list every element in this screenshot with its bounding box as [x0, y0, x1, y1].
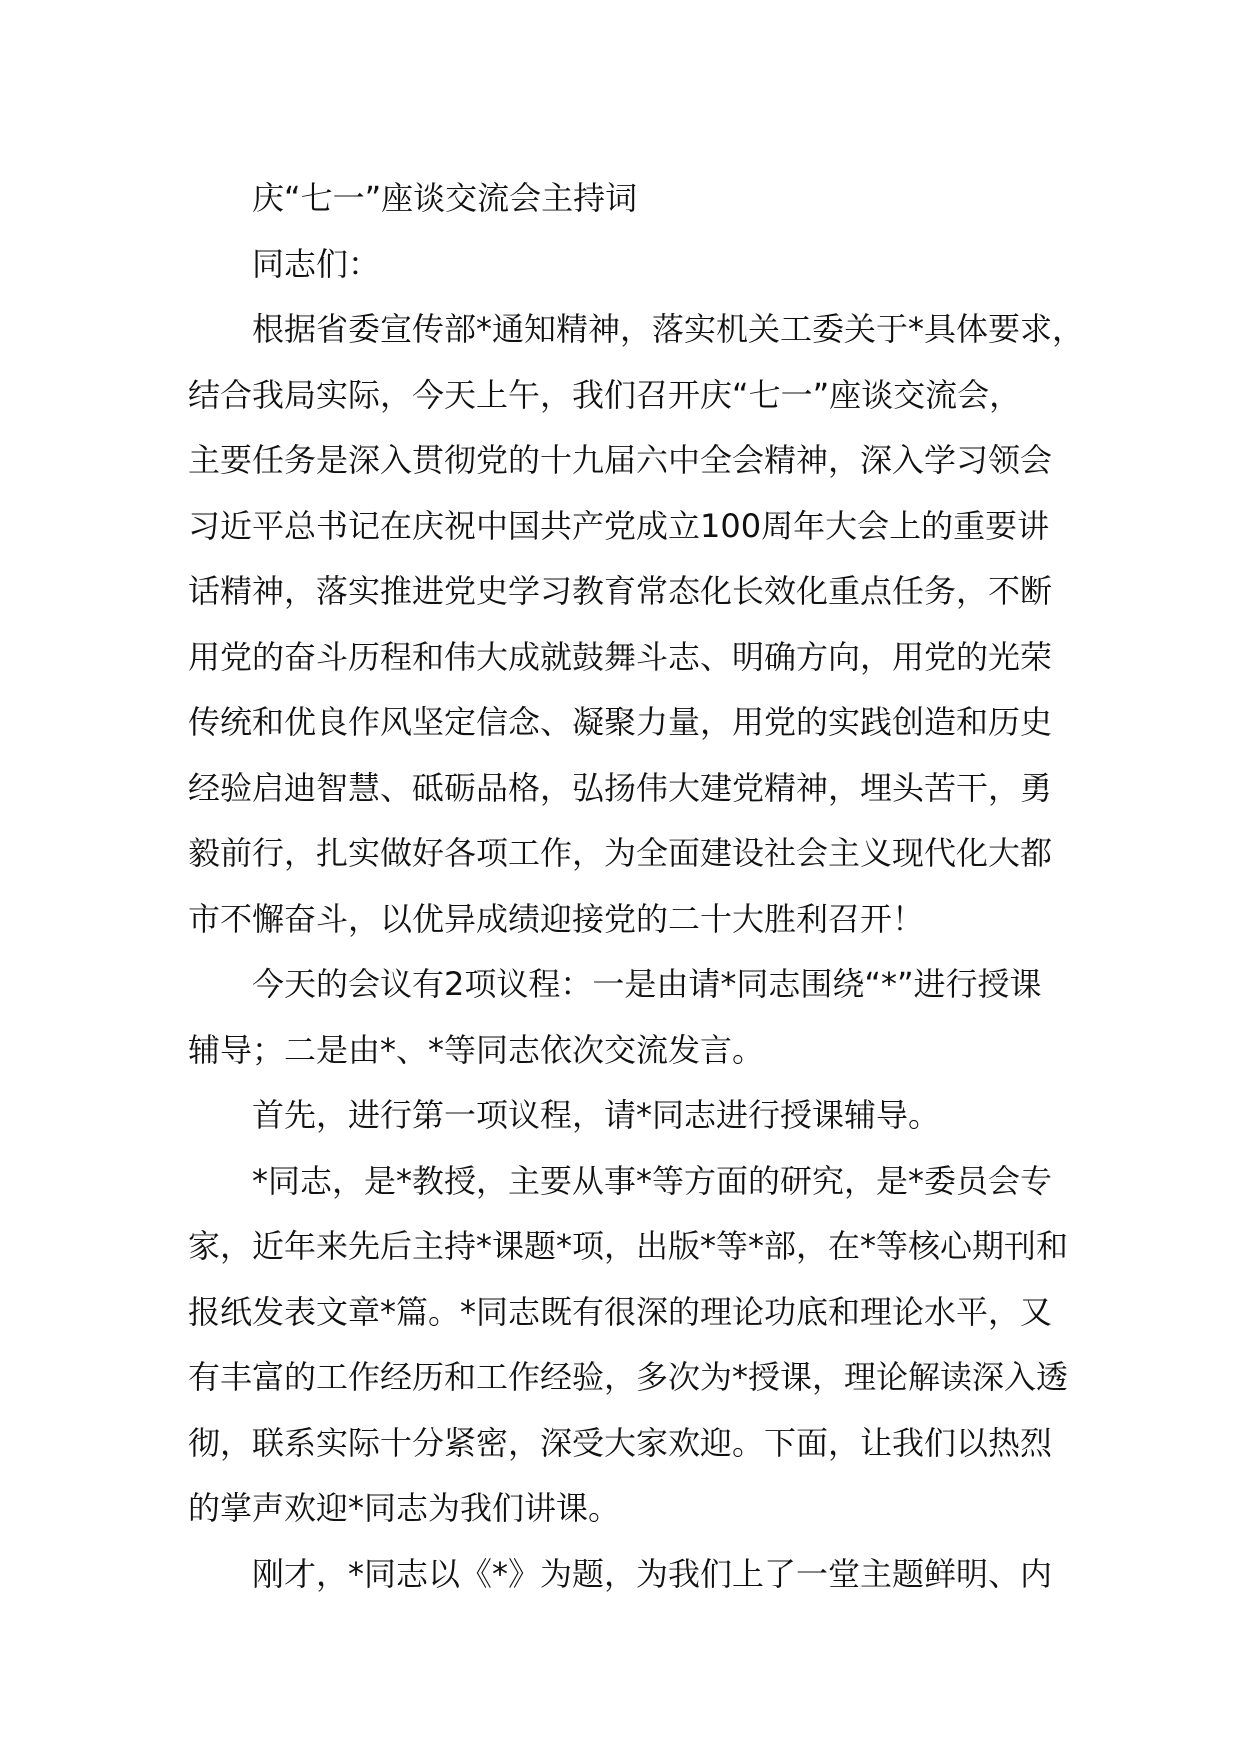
paragraph-line: 彻，联系实际十分紧密，深受大家欢迎。下面，让我们以热烈	[188, 1423, 1053, 1462]
paragraph-line: 习近平总书记在庆祝中国共产党成立100周年大会上的重要讲	[188, 506, 1050, 545]
paragraph-line: *同志，是*教授，主要从事*等方面的研究，是*委员会专	[252, 1161, 1053, 1200]
paragraph-line: 市不懈奋斗，以优异成绩迎接党的二十大胜利召开！	[188, 899, 925, 938]
paragraph-line: 报纸发表文章*篇。*同志既有很深的理论功底和理论水平，又	[188, 1292, 1053, 1331]
paragraph-line: 主要任务是深入贯彻党的十九届六中全会精神，深入学习领会	[188, 441, 1053, 479]
paragraph-line: 今天的会议有2项议程：一是由请*同志围绕“*”进行授课	[252, 965, 1042, 1003]
paragraph-line: 根据省委宣传部*通知精神，落实机关工委关于*具体要求，	[252, 310, 1085, 348]
paragraph-line: 结合我局实际，今天上午，我们召开庆“七一”座谈交流会，	[188, 375, 1022, 414]
paragraph-line: 辅导；二是由*、*等同志依次交流发言。	[188, 1030, 765, 1069]
paragraph-line: 传统和优良作风坚定信念、凝聚力量，用党的实践创造和历史	[188, 703, 1053, 741]
paragraph-line: 家，近年来先后主持*课题*项，出版*等*部，在*等核心期刊和	[188, 1227, 1069, 1265]
salutation: 同志们：	[252, 244, 381, 283]
paragraph-line: 有丰富的工作经历和工作经验，多次为*授课，理论解读深入透	[188, 1358, 1069, 1396]
document-body	[188, 166, 1085, 1607]
document-title: 庆“七一”座谈交流会主持词	[252, 179, 638, 217]
paragraph-line: 的掌声欢迎*同志为我们讲课。	[188, 1489, 621, 1527]
paragraph-line: 用党的奋斗历程和伟大成就鼓舞斗志、明确方向，用党的光荣	[188, 637, 1053, 676]
paragraph-line: 经验启迪智慧、砥砺品格，弘扬伟大建党精神，埋头苦干，勇	[188, 768, 1053, 807]
paragraph-line: 话精神，落实推进党史学习教育常态化长效化重点任务，不断	[188, 572, 1053, 610]
paragraph-line: 刚才，*同志以《*》为题，为我们上了一堂主题鲜明、内	[252, 1554, 1053, 1593]
paragraph-line: 首先，进行第一项议程，请*同志进行授课辅导。	[252, 1096, 941, 1134]
paragraph-line: 毅前行，扎实做好各项工作，为全面建设社会主义现代化大都	[188, 834, 1053, 872]
